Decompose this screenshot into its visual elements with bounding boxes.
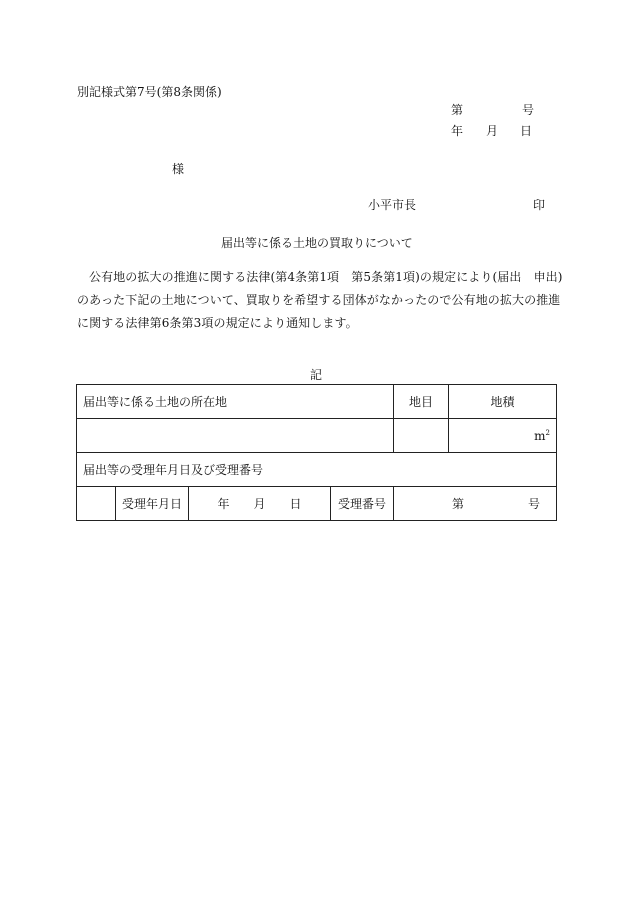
- body-line-2: のあった下記の土地について、買取りを希望する団体がなかったので公有地の拡大の推進: [77, 293, 561, 307]
- doc-number-suffix: 号: [522, 103, 535, 117]
- chimoku-header: 地目: [394, 385, 449, 419]
- chiseki-header: 地積: [449, 385, 557, 419]
- receipt-indent-cell: [77, 487, 116, 521]
- recipient-suffix: 様: [172, 162, 185, 176]
- date-year: 年: [451, 124, 464, 138]
- area-unit: $m^2$: [534, 428, 551, 443]
- form-id: 別記様式第7号(第8条関係): [77, 85, 222, 99]
- body-paragraph: [77, 266, 563, 335]
- chimoku-cell[interactable]: [394, 419, 449, 453]
- receipt-no-label: 受理番号: [331, 487, 394, 521]
- receipt-date-label: 受理年月日: [116, 487, 189, 521]
- document-title: 届出等に係る土地の買取りについて: [221, 236, 413, 250]
- seal-mark: 印: [533, 198, 546, 212]
- body-line-1: 公有地の拡大の推進に関する法律(第4条第1項 第5条第1項)の規定により(届出 申出): [89, 270, 563, 284]
- body-line-3: に関する法律第6条第3項の規定により通知します。: [77, 316, 358, 330]
- location-header: 届出等に係る土地の所在地: [77, 385, 394, 419]
- date-month: 月: [486, 124, 499, 138]
- receipt-header: 届出等の受理年月日及び受理番号: [77, 453, 557, 487]
- ki-heading: 記: [310, 368, 323, 382]
- location-cell[interactable]: [77, 419, 394, 453]
- date-day: 日: [520, 124, 533, 138]
- chiseki-cell[interactable]: [449, 419, 557, 453]
- sender-name: 小平市長: [368, 198, 417, 212]
- receipt-no-prefix: 第: [452, 497, 465, 511]
- land-table: [76, 384, 557, 521]
- receipt-no-suffix: 号: [528, 497, 541, 511]
- receipt-no-value[interactable]: [394, 487, 557, 521]
- receipt-date-value[interactable]: 年 月 日: [189, 487, 331, 521]
- doc-number-prefix: 第: [451, 103, 464, 117]
